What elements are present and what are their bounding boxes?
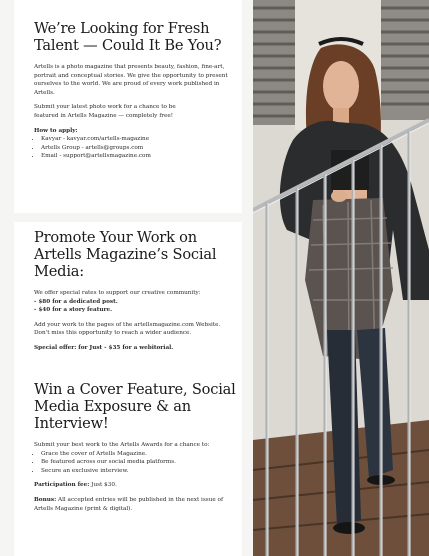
list-item[interactable]: • Email - support@artellsmagazine.com (41, 152, 236, 161)
bonus-paragraph (34, 496, 236, 513)
right-shutter (381, 0, 429, 120)
section-promote (34, 229, 236, 353)
section-title: We’re Looking for Fresh Talent — Could It Be You? (34, 20, 222, 54)
bonus-text: All accepted entries will be published in the next issue of Artells Magazine (print & digital). (34, 496, 224, 512)
list-item: • Grace the cover of Artells Magazine. (41, 450, 236, 459)
how-to-apply-heading: How to apply: (34, 127, 78, 134)
list-item: • Be featured across our social media platforms. (41, 458, 236, 467)
model-photo-illustration (253, 0, 429, 556)
list-item[interactable]: • Artells Group - artells@groups.com (41, 144, 236, 153)
left-shutter (253, 0, 295, 125)
face (323, 61, 359, 111)
special-offer: Special offer: for Just - $35 for a webitorial. (34, 344, 174, 351)
section-title: Win a Cover Feature, Social Media Exposure & an Interview! (34, 381, 236, 432)
awards-list (34, 450, 236, 476)
fee-value: Just $30. (91, 482, 117, 489)
rate-post: - $80 for a dedicated post. (34, 298, 118, 305)
bonus-label: Bonus: (34, 496, 57, 503)
website-paragraph: Add your work to the pages of the artellsmagazine.com Website. Don't miss this opportunity to reach a wider audience. (34, 321, 221, 337)
fee-label: Participation fee: (34, 482, 90, 489)
list-item: • Secure an exclusive interview. (41, 467, 236, 476)
section-title: Promote Your Work on Artells Magazine’s Social Media: (34, 229, 217, 280)
apply-list (34, 135, 236, 161)
rates-intro: We offer special rates to support our creative community: (34, 290, 201, 296)
model-photo (253, 0, 429, 556)
rate-story: - $40 for a story feature. (34, 307, 113, 314)
submit-paragraph: Submit your latest photo work for a chance to be featured in Artells Magazine — completely free! (34, 104, 176, 119)
section-cover-feature (34, 381, 236, 513)
section-fresh-talent (34, 20, 236, 161)
list-item[interactable]: • Kavyar - kavyar.com/artells-magazine (41, 135, 236, 144)
boot (333, 522, 365, 534)
participation-fee (34, 481, 236, 490)
awards-intro: Submit your best work to the Artells Awards for a chance to: (34, 442, 210, 448)
intro-paragraph: Artells is a photo magazine that presents beauty, fashion, fine-art, portrait and conceptual stories. We give the opportunity to present ourselves to the world. We are proud of every work published in Artells. (34, 64, 228, 96)
